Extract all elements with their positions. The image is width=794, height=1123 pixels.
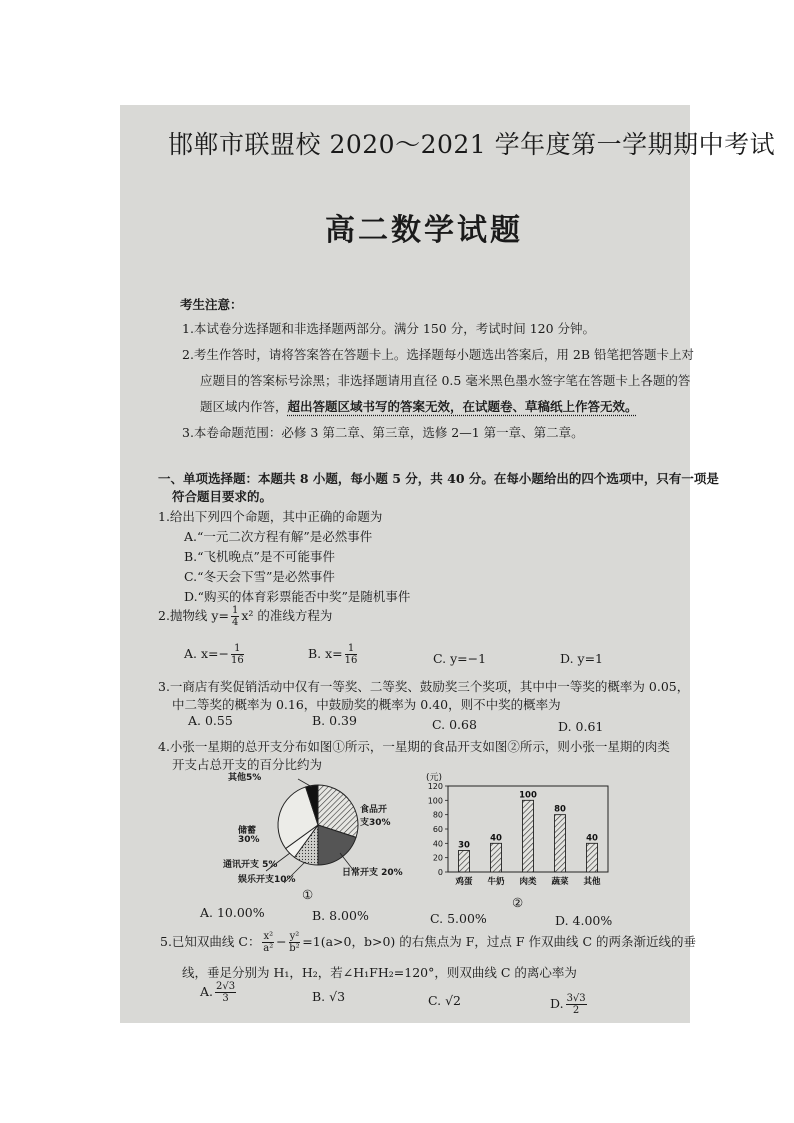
q2-stem-pre: 2.抛物线 y= xyxy=(158,608,229,623)
notice-heading: 考生注意： xyxy=(180,297,243,312)
x-tick-label: 鸡蛋 xyxy=(455,877,473,887)
q4-option-d: D. 4.00% xyxy=(555,913,613,928)
q1-option-d: D.“购买的体育彩票能否中奖”是随机事件 xyxy=(184,589,411,604)
y-tick-label: 60 xyxy=(432,825,443,834)
x-tick-label: 肉类 xyxy=(519,877,537,887)
y-tick-label: 80 xyxy=(432,810,443,820)
q2-a-den: 16 xyxy=(230,655,244,666)
q3-option-a: A. 0.55 xyxy=(188,713,233,728)
section-heading-2: 符合题目要求的。 xyxy=(172,489,273,504)
q5-frac-2 xyxy=(289,931,301,954)
bar xyxy=(459,851,470,873)
q2-a-num: 1 xyxy=(231,643,244,655)
q5-f1-num: x² xyxy=(263,931,274,942)
q5-a-den: 3 xyxy=(222,993,229,1004)
y-tick-label: 0 xyxy=(437,868,443,877)
q2-b-num: 1 xyxy=(345,643,358,655)
bar xyxy=(523,800,534,872)
q5-line-1 xyxy=(160,931,696,954)
q2-a-fraction xyxy=(231,643,244,666)
figure-1-label: ① xyxy=(302,887,314,902)
pie-label-food-2: 支30% xyxy=(360,818,391,828)
x-tick-label: 牛奶 xyxy=(487,877,505,887)
pie-label-daily: 日常开支 20% xyxy=(342,868,403,878)
x-tick-label: 蔬菜 xyxy=(551,877,569,887)
q5-pre: 5.已知双曲线 C： xyxy=(160,934,261,949)
q2-stem-post: x² 的准线方程为 xyxy=(241,608,333,623)
q2-option-a xyxy=(184,643,246,666)
q3-option-b: B. 0.39 xyxy=(312,713,357,728)
q5-option-a xyxy=(200,981,238,1004)
q1-option-a: A.“一元二次方程有解”是必然事件 xyxy=(184,529,373,544)
q5-d-den: 2 xyxy=(572,1005,580,1016)
q5-d-num: 3√3 xyxy=(566,993,586,1004)
q5-a-fraction xyxy=(215,981,236,1004)
notice-item-2a: 2.考生作答时，请将答案答在答题卡上。选择题每小题选出答案后，用 2B 铅笔把答题卡上对 xyxy=(182,347,695,362)
y-tick-label: 20 xyxy=(432,853,443,863)
y-tick-label: 100 xyxy=(427,796,443,806)
bar-value-label: 30 xyxy=(458,840,470,851)
y-axis-label: (元) xyxy=(426,773,443,783)
bar xyxy=(587,843,598,872)
q4-option-a: A. 10.00% xyxy=(200,905,265,920)
pie-label-food: 食品开 xyxy=(360,805,388,815)
q3-line-1: 3.一商店有奖促销活动中仅有一等奖、二等奖、鼓励奖三个奖项，其中中一等奖的概率为 0.05， xyxy=(158,679,690,694)
bar xyxy=(555,815,566,872)
q5-frac-1 xyxy=(262,931,274,954)
q5-d-fraction xyxy=(566,993,587,1016)
q5-f2-num: y² xyxy=(289,931,300,942)
section-heading: 一、单项选择题：本题共 8 小题，每小题 5 分，共 40 分。在每小题给出的四个选项中，只有一项是 xyxy=(158,471,719,486)
q4-option-c: C. 5.00% xyxy=(430,911,487,926)
q3-option-c: C. 0.68 xyxy=(432,717,477,732)
q2-num: 1 xyxy=(231,605,239,616)
pie-label-savings-pct: 30% xyxy=(238,835,260,845)
q2-a-pre: A. x=− xyxy=(184,646,229,661)
bar-value-label: 100 xyxy=(519,790,537,801)
q5-minus: − xyxy=(276,934,287,949)
q5-option-d xyxy=(550,993,589,1016)
q3-option-d: D. 0.61 xyxy=(558,719,604,734)
q2-option-b xyxy=(308,643,359,666)
q5-option-c: C. √2 xyxy=(428,993,461,1008)
pie-label-savings: 储蓄 xyxy=(238,826,257,836)
q4-line-2: 开支占总开支的百分比约为 xyxy=(172,757,323,772)
q2-b-pre: B. x= xyxy=(308,646,343,661)
q5-option-b: B. √3 xyxy=(312,989,346,1004)
bar-value-label: 40 xyxy=(586,833,598,844)
exam-sheet xyxy=(120,105,776,1023)
q1-stem: 1.给出下列四个命题，其中正确的命题为 xyxy=(158,509,383,524)
pie-label-other: 其他5% xyxy=(228,773,262,783)
bar xyxy=(491,843,502,872)
q2-b-den: 16 xyxy=(344,655,358,666)
q5-line-2: 线，垂足分别为 H₁，H₂，若∠H₁FH₂=120°，则双曲线 C 的离心率为 xyxy=(182,965,577,980)
pie-label-entertainment: 娱乐开支10% xyxy=(238,875,296,885)
q5-a-num: 2√3 xyxy=(216,981,236,992)
figure-2-label: ② xyxy=(512,895,524,910)
notice-item-3: 3.本卷命题范围：必修 3 第二章、第三章，选修 2—1 第一章、第二章。 xyxy=(182,425,584,440)
bar-value-label: 40 xyxy=(490,833,502,844)
x-tick-label: 其他 xyxy=(583,877,601,887)
q1-option-c: C.“冬天会下雪”是必然事件 xyxy=(184,569,335,584)
q5-a-pre: A. xyxy=(200,984,214,999)
q2-option-d: D. y=1 xyxy=(560,651,604,666)
notice-item-1: 1.本试卷分选择题和非选择题两部分。满分 150 分，考试时间 120 分钟。 xyxy=(182,321,596,336)
bar-value-label: 80 xyxy=(554,804,566,815)
q2-option-c: C. y=−1 xyxy=(433,651,487,666)
q5-f2-den: b² xyxy=(289,943,300,954)
bar-chart xyxy=(422,767,622,892)
q2-b-fraction xyxy=(345,643,358,666)
notice-item-2c xyxy=(200,397,638,415)
q3-line-2: 中二等奖的概率为 0.16，中鼓励奖的概率为 0.40，则不中奖的概率为 xyxy=(172,697,561,712)
exam-title: 邯郸市联盟校 2020～2021 学年度第一学期期中考试 xyxy=(168,130,776,159)
q2-stem-fraction xyxy=(231,605,239,628)
q4-line-1: 4.小张一星期的总开支分布如图①所示，一星期的食品开支如图②所示，则小张一星期的肉类 xyxy=(158,739,670,754)
subject-title: 高二数学试题 xyxy=(325,213,523,248)
notice-item-2c-emphasis: 超出答题区域书写的答案无效，在试题卷、草稿纸上作答无效。 xyxy=(287,399,638,414)
notice-item-2b: 应题目的答案标号涂黑；非选择题请用直径 0.5 毫米黑色墨水签字笔在答题卡上各题的答 xyxy=(200,373,691,388)
q4-option-b: B. 8.00% xyxy=(312,908,369,923)
q2-stem xyxy=(158,605,332,628)
q1-option-b: B.“飞机晚点”是不可能事件 xyxy=(184,549,335,564)
q5-d-pre: D. xyxy=(550,996,564,1011)
q5-post: =1(a>0，b>0) 的右焦点为 F，过点 F 作双曲线 C 的两条渐近线的垂 xyxy=(302,934,697,949)
notice-item-2c-text: 题区域内作答， xyxy=(200,399,288,414)
q2-den: 4 xyxy=(231,617,239,628)
y-tick-label: 40 xyxy=(432,839,443,849)
pie-label-communication: 通讯开支 5% xyxy=(223,860,278,870)
y-tick-label: 120 xyxy=(427,782,443,791)
q5-f1-den: a² xyxy=(263,943,274,954)
